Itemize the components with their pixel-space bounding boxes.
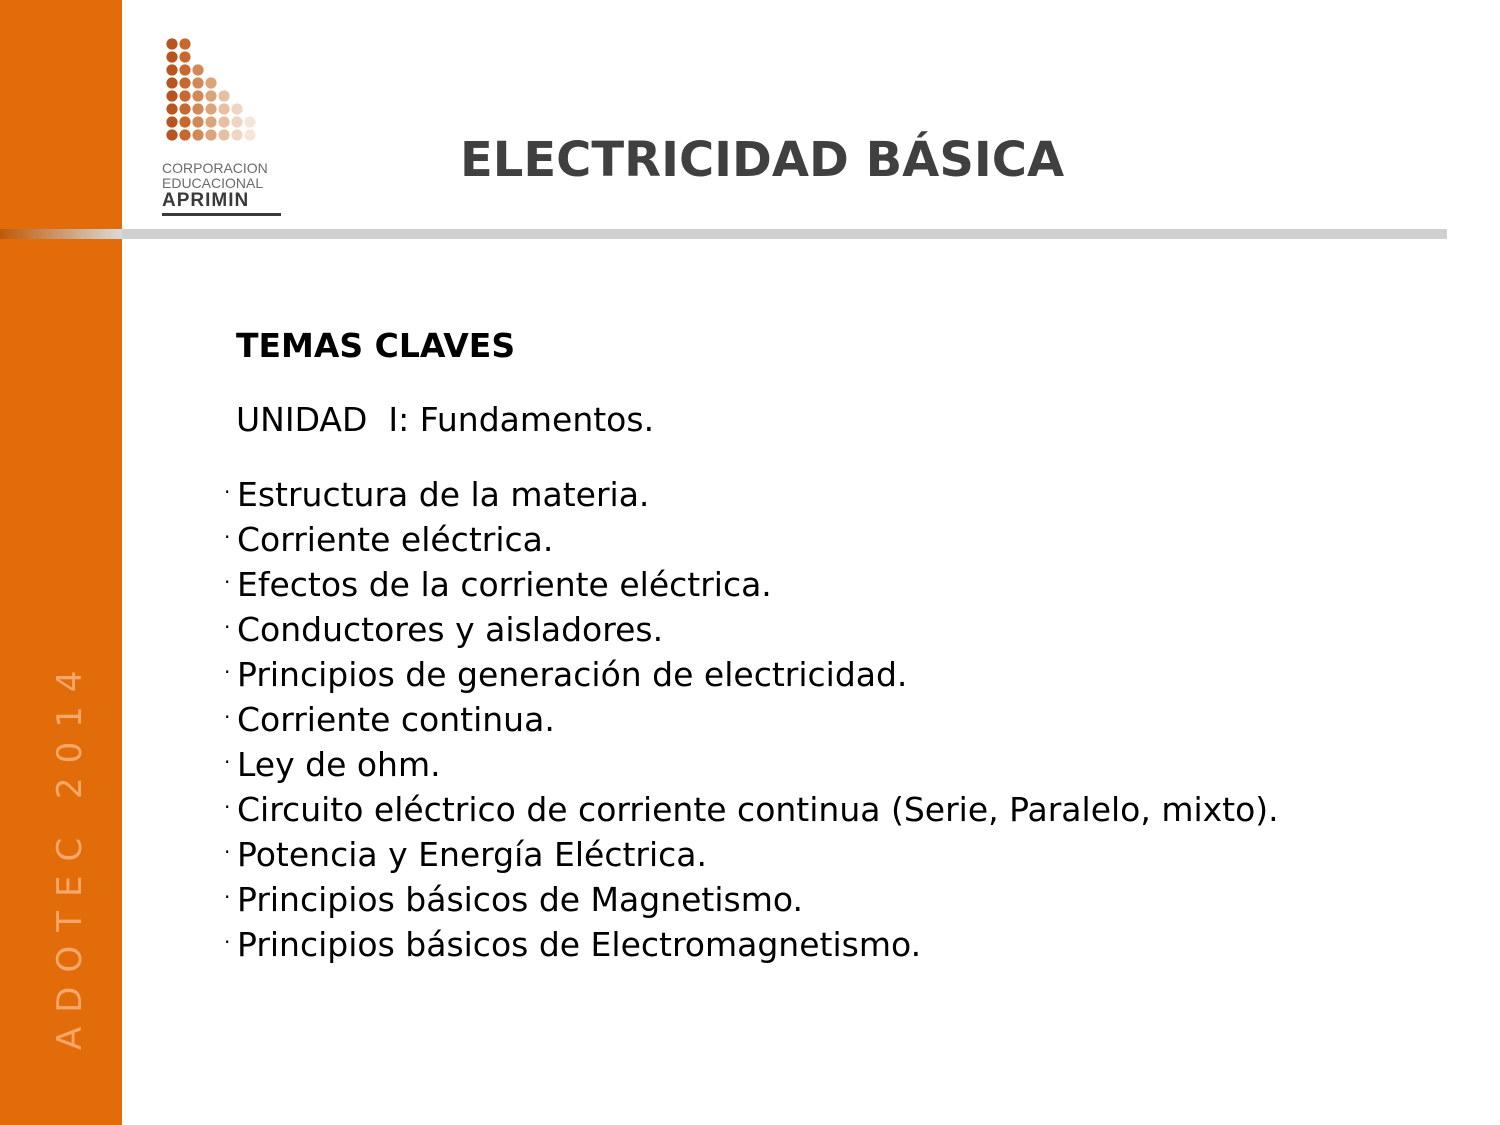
topic-list — [224, 472, 1279, 967]
side-vertical-text: ADOTEC 2014 — [50, 656, 90, 1050]
bullet-icon: · — [224, 615, 231, 639]
logo-line-3: APRIMIN — [162, 190, 250, 211]
bullet-icon: · — [224, 930, 231, 954]
topic-item — [224, 472, 1279, 517]
bullet-icon: · — [224, 750, 231, 774]
topic-item — [224, 922, 1279, 967]
topic-text: Efectos de la corriente eléctrica. — [237, 565, 772, 604]
topic-text: Ley de ohm. — [237, 745, 441, 784]
topic-text: Principios de generación de electricidad. — [237, 655, 908, 694]
page-title: ELECTRICIDAD BÁSICA — [460, 132, 1065, 188]
topic-text: Principios básicos de Electromagnetismo. — [237, 925, 922, 964]
logo-underline — [162, 213, 281, 216]
bullet-icon: · — [224, 705, 231, 729]
section-heading: TEMAS CLAVES — [236, 326, 516, 365]
header-divider-grey — [122, 229, 1447, 239]
topic-item — [224, 877, 1279, 922]
topic-item — [224, 697, 1279, 742]
topic-text: Principios básicos de Magnetismo. — [237, 880, 803, 919]
topic-text: Circuito eléctrico de corriente continua (Serie, Paralelo, mixto). — [237, 790, 1279, 829]
logo-line-1: CORPORACION — [162, 160, 268, 176]
topic-item — [224, 787, 1279, 832]
topic-text: Potencia y Energía Eléctrica. — [237, 835, 707, 874]
topic-item — [224, 742, 1279, 787]
topic-item — [224, 832, 1279, 877]
topic-text: Conductores y aisladores. — [237, 610, 664, 649]
topic-text: Corriente continua. — [237, 700, 555, 739]
topic-item — [224, 607, 1279, 652]
topic-item — [224, 562, 1279, 607]
topic-text: Corriente eléctrica. — [237, 520, 554, 559]
bullet-icon: · — [224, 660, 231, 684]
logo-line-2: EDUCACIONAL — [162, 175, 264, 191]
bullet-icon: · — [224, 525, 231, 549]
bullet-icon: · — [224, 840, 231, 864]
topic-item — [224, 517, 1279, 562]
bullet-icon: · — [224, 885, 231, 909]
bullet-icon: · — [224, 795, 231, 819]
bullet-icon: · — [224, 570, 231, 594]
topic-item — [224, 652, 1279, 697]
unit-label: UNIDAD I: Fundamentos. — [236, 400, 655, 439]
topic-text: Estructura de la materia. — [237, 475, 650, 514]
bullet-icon: · — [224, 480, 231, 504]
